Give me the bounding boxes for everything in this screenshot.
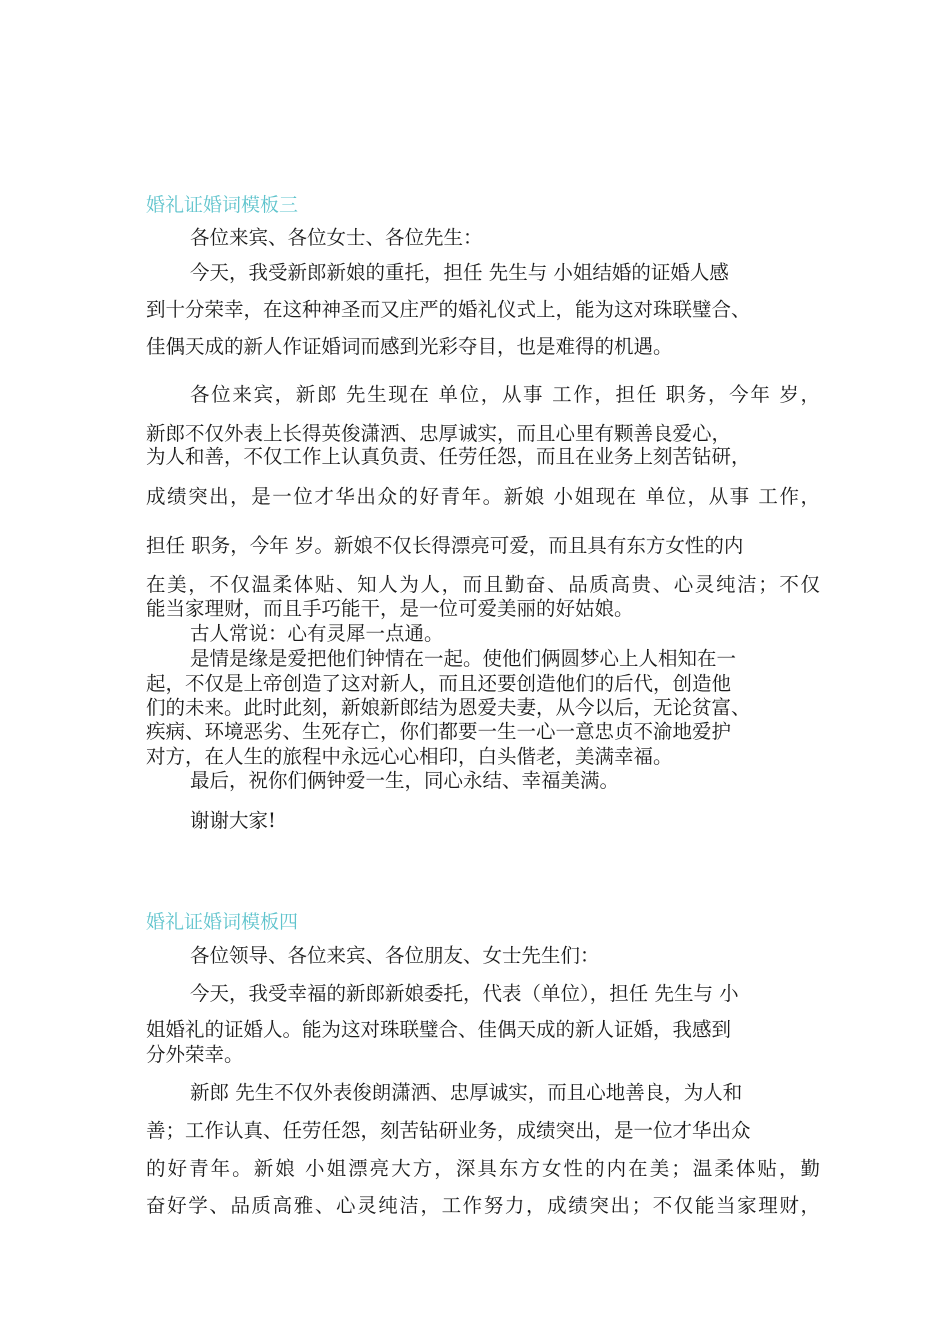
paragraph-line: 对方，在人生的旅程中永远心心相印，白头偕老，美满幸福。 xyxy=(146,745,673,768)
paragraph-line: 谢谢大家! xyxy=(190,809,276,832)
paragraph-line: 各位领导、各位来宾、各位朋友、女士先生们： xyxy=(190,944,600,967)
section-title: 婚礼证婚词模板四 xyxy=(146,911,299,933)
paragraph-line: 是情是缘是爱把他们钟情在一起。使他们俩圆梦心上人相知在一 xyxy=(190,647,737,670)
paragraph-line: 疾病、环境恶劣、生死存亡，你们都要一生一心一意忠贞不渝地爱护 xyxy=(146,720,732,743)
paragraph-line: 的好青年。新娘 小姐漂亮大方，深具东方女性的内在美；温柔体贴，勤 xyxy=(146,1157,823,1180)
paragraph-line: 分外荣幸。 xyxy=(146,1043,244,1066)
paragraph-line: 新郎 先生不仅外表俊朗潇洒、忠厚诚实，而且心地善良，为人和 xyxy=(190,1081,743,1104)
paragraph-line: 今天，我受新郎新娘的重托，担任 先生与 小姐结婚的证婚人感 xyxy=(190,261,729,284)
paragraph-line: 姐婚礼的证婚人。能为这对珠联璧合、佳偶天成的新人证婚，我感到 xyxy=(146,1018,732,1041)
paragraph-line: 善；工作认真、任劳任怨，刻苦钻研业务，成绩突出，是一位才华出众 xyxy=(146,1119,751,1142)
paragraph-line: 担任 职务，今年 岁。新娘不仅长得漂亮可爱，而且具有东方女性的内 xyxy=(146,534,744,557)
paragraph-line: 古人常说：心有灵犀一点通。 xyxy=(190,622,444,645)
paragraph-line: 各位来宾、各位女士、各位先生： xyxy=(190,226,483,249)
paragraph-line: 能当家理财，而且手巧能干，是一位可爱美丽的好姑娘。 xyxy=(146,597,634,620)
paragraph-line: 各位来宾，新郎 先生现在 单位，从事 工作，担任 职务，今年 岁， xyxy=(190,383,822,406)
paragraph-line: 起，不仅是上帝创造了这对新人，而且还要创造他们的后代，创造他 xyxy=(146,672,732,695)
paragraph-line: 在美，不仅温柔体贴、知人为人，而且勤奋、品质高贵、心灵纯洁；不仅 xyxy=(146,573,822,596)
paragraph-line: 佳偶天成的新人作证婚词而感到光彩夺目，也是难得的机遇。 xyxy=(146,335,673,358)
paragraph-line: 们的未来。此时此刻，新娘新郎结为恩爱夫妻，从今以后，无论贫富、 xyxy=(146,696,751,719)
paragraph-line: 奋好学、品质高雅、心灵纯洁，工作努力，成绩突出；不仅能当家理财， xyxy=(146,1194,822,1217)
paragraph-line: 新郎不仅外表上长得英俊潇洒、忠厚诚实，而且心里有颗善良爱心， xyxy=(146,422,732,445)
paragraph-line: 今天，我受幸福的新郎新娘委托，代表（单位），担任 先生与 小 xyxy=(190,982,739,1005)
paragraph-line: 成绩突出，是一位才华出众的好青年。新娘 小姐现在 单位，从事 工作， xyxy=(146,485,822,508)
paragraph-line: 最后，祝你们俩钟爱一生，同心永结、幸福美满。 xyxy=(190,769,620,792)
paragraph-line: 到十分荣幸，在这种神圣而又庄严的婚礼仪式上，能为这对珠联璧合、 xyxy=(146,298,751,321)
section-title: 婚礼证婚词模板三 xyxy=(146,194,299,216)
paragraph-line: 为人和善，不仅工作上认真负责、任劳任怨，而且在业务上刻苦钻研， xyxy=(146,445,751,468)
